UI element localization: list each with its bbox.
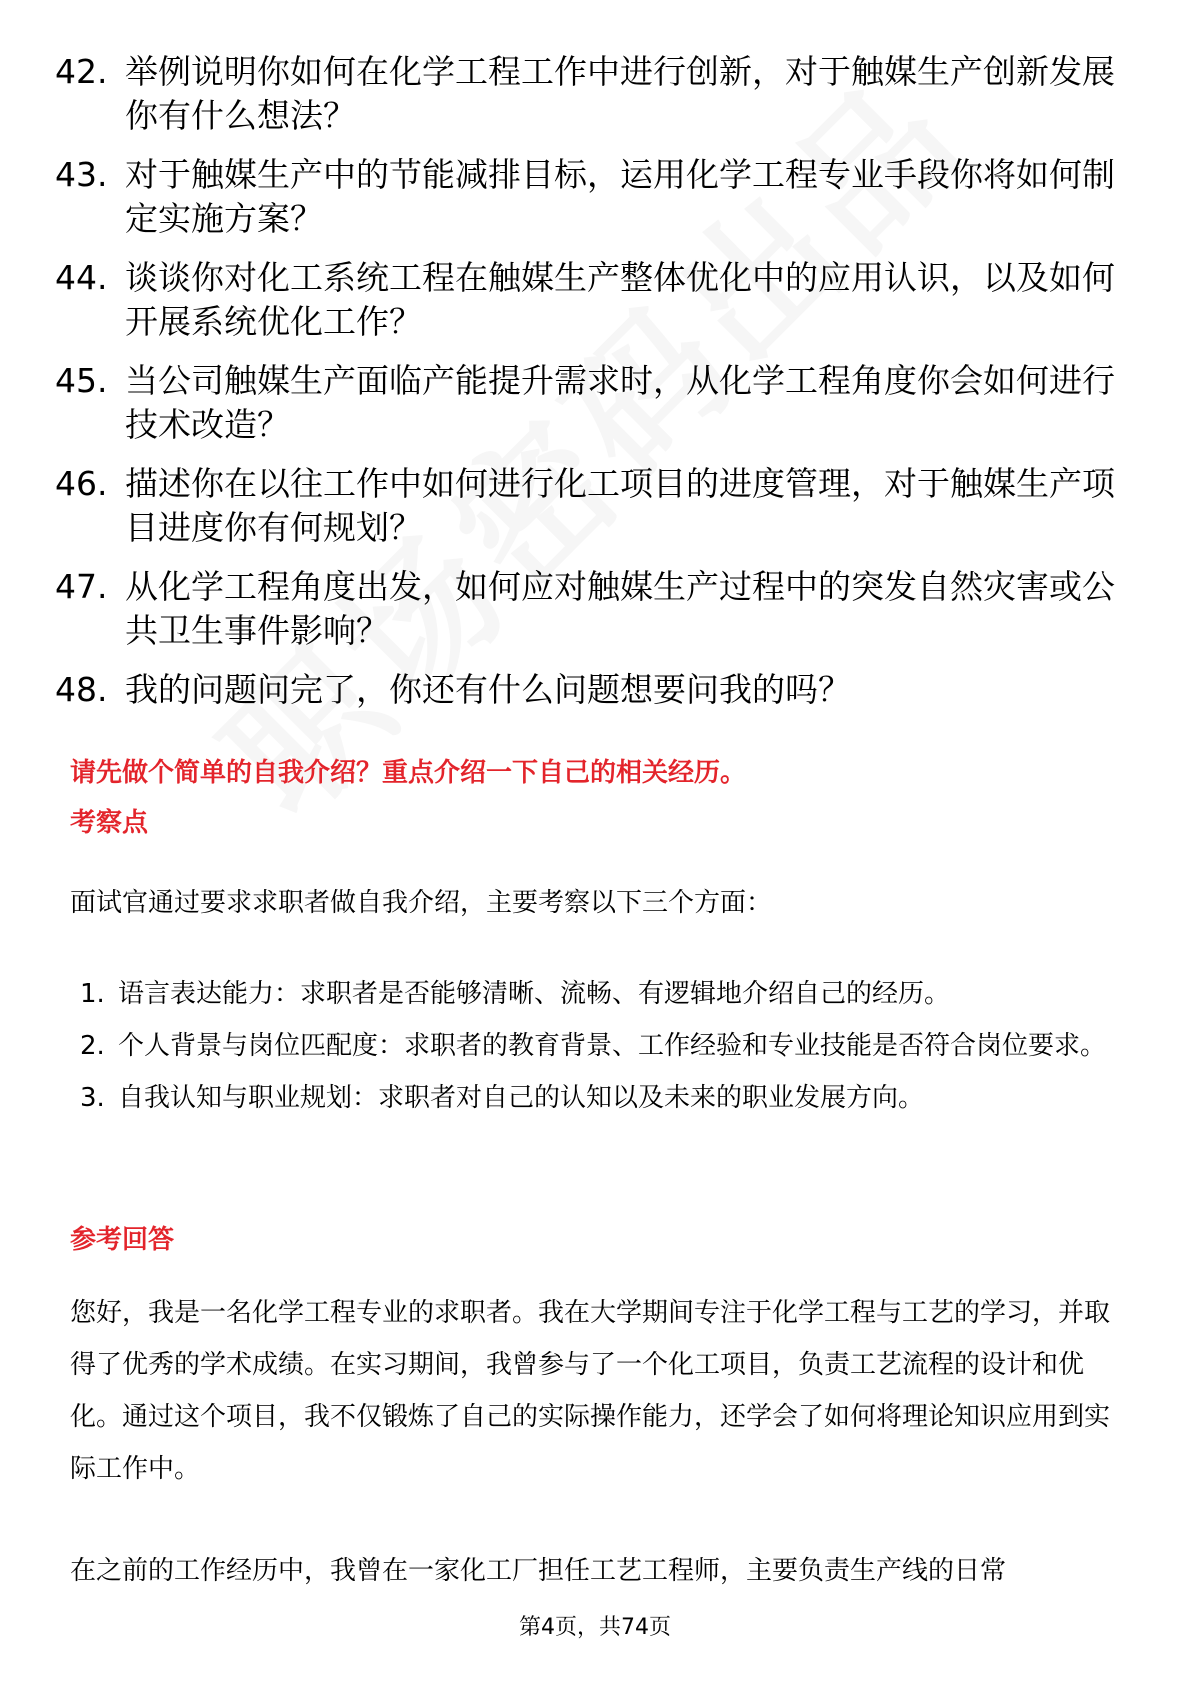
question-text: 描述你在以往工作中如何进行化工项目的进度管理，对于触媒生产项目进度你有何规划？ [125,464,1115,547]
question-item [55,153,1135,241]
question-text: 我的问题问完了，你还有什么问题想要问我的吗？ [125,670,851,709]
list-item-number: 2. [80,1031,105,1061]
points-list [80,968,1130,1124]
list-item-number: 1. [80,979,105,1009]
answer-paragraph: 您好，我是一名化学工程专业的求职者。我在大学期间专注于化学工程与工艺的学习，并取得了优秀的学术成绩。在实习期间，我曾参与了一个化工项目，负责工艺流程的设计和优化。通过这个项目，我不仅锻炼了自己的实际操作能力，还学会了如何将理论知识应用到实际工作中。 [70,1298,1111,1484]
question-number: 45. [55,361,108,400]
answer-paragraph: 在之前的工作经历中，我曾在一家化工厂担任工艺工程师，主要负责生产线的日常 [70,1556,1007,1586]
question-list [55,50,1135,727]
list-item-number: 3. [80,1083,105,1113]
list-item-text: 自我认知与职业规划：求职者对自己的认知以及未来的职业发展方向。 [118,1083,925,1113]
question-number: 46. [55,464,108,503]
question-number: 47. [55,567,108,606]
question-heading: 请先做个简单的自我介绍？重点介绍一下自己的相关经历。 [70,758,747,788]
question-number: 43. [55,155,108,194]
page-footer: 第4页，共74页 [519,1615,671,1640]
question-item [55,668,1135,712]
question-text: 举例说明你如何在化学工程工作中进行创新，对于触媒生产创新发展你有什么想法？ [125,52,1115,135]
points-heading: 考察点 [70,808,149,838]
question-item [55,256,1135,344]
list-item-text: 个人背景与岗位匹配度：求职者的教育背景、工作经验和专业技能是否符合岗位要求。 [118,1031,1107,1061]
list-item [80,1020,1130,1072]
question-item [55,565,1135,653]
answer-heading: 参考回答 [70,1225,175,1255]
question-number: 48. [55,670,108,709]
question-item [55,50,1135,138]
list-item-text: 语言表达能力：求职者是否能够清晰、流畅、有逻辑地介绍自己的经历。 [118,979,951,1009]
question-text: 当公司触媒生产面临产能提升需求时，从化学工程角度你会如何进行技术改造？ [125,361,1115,444]
intro-text: 面试官通过要求求职者做自我介绍，主要考察以下三个方面： [70,888,773,918]
question-number: 44. [55,258,108,297]
question-number: 42. [55,52,108,91]
question-text: 从化学工程角度出发，如何应对触媒生产过程中的突发自然灾害或公共卫生事件影响？ [125,567,1115,650]
question-item [55,462,1135,550]
question-item [55,359,1135,447]
question-text: 谈谈你对化工系统工程在触媒生产整体优化中的应用认识，以及如何开展系统优化工作？ [125,258,1115,341]
list-item [80,1072,1130,1124]
list-item [80,968,1130,1020]
question-text: 对于触媒生产中的节能减排目标，运用化学工程专业手段你将如何制定实施方案？ [125,155,1115,238]
